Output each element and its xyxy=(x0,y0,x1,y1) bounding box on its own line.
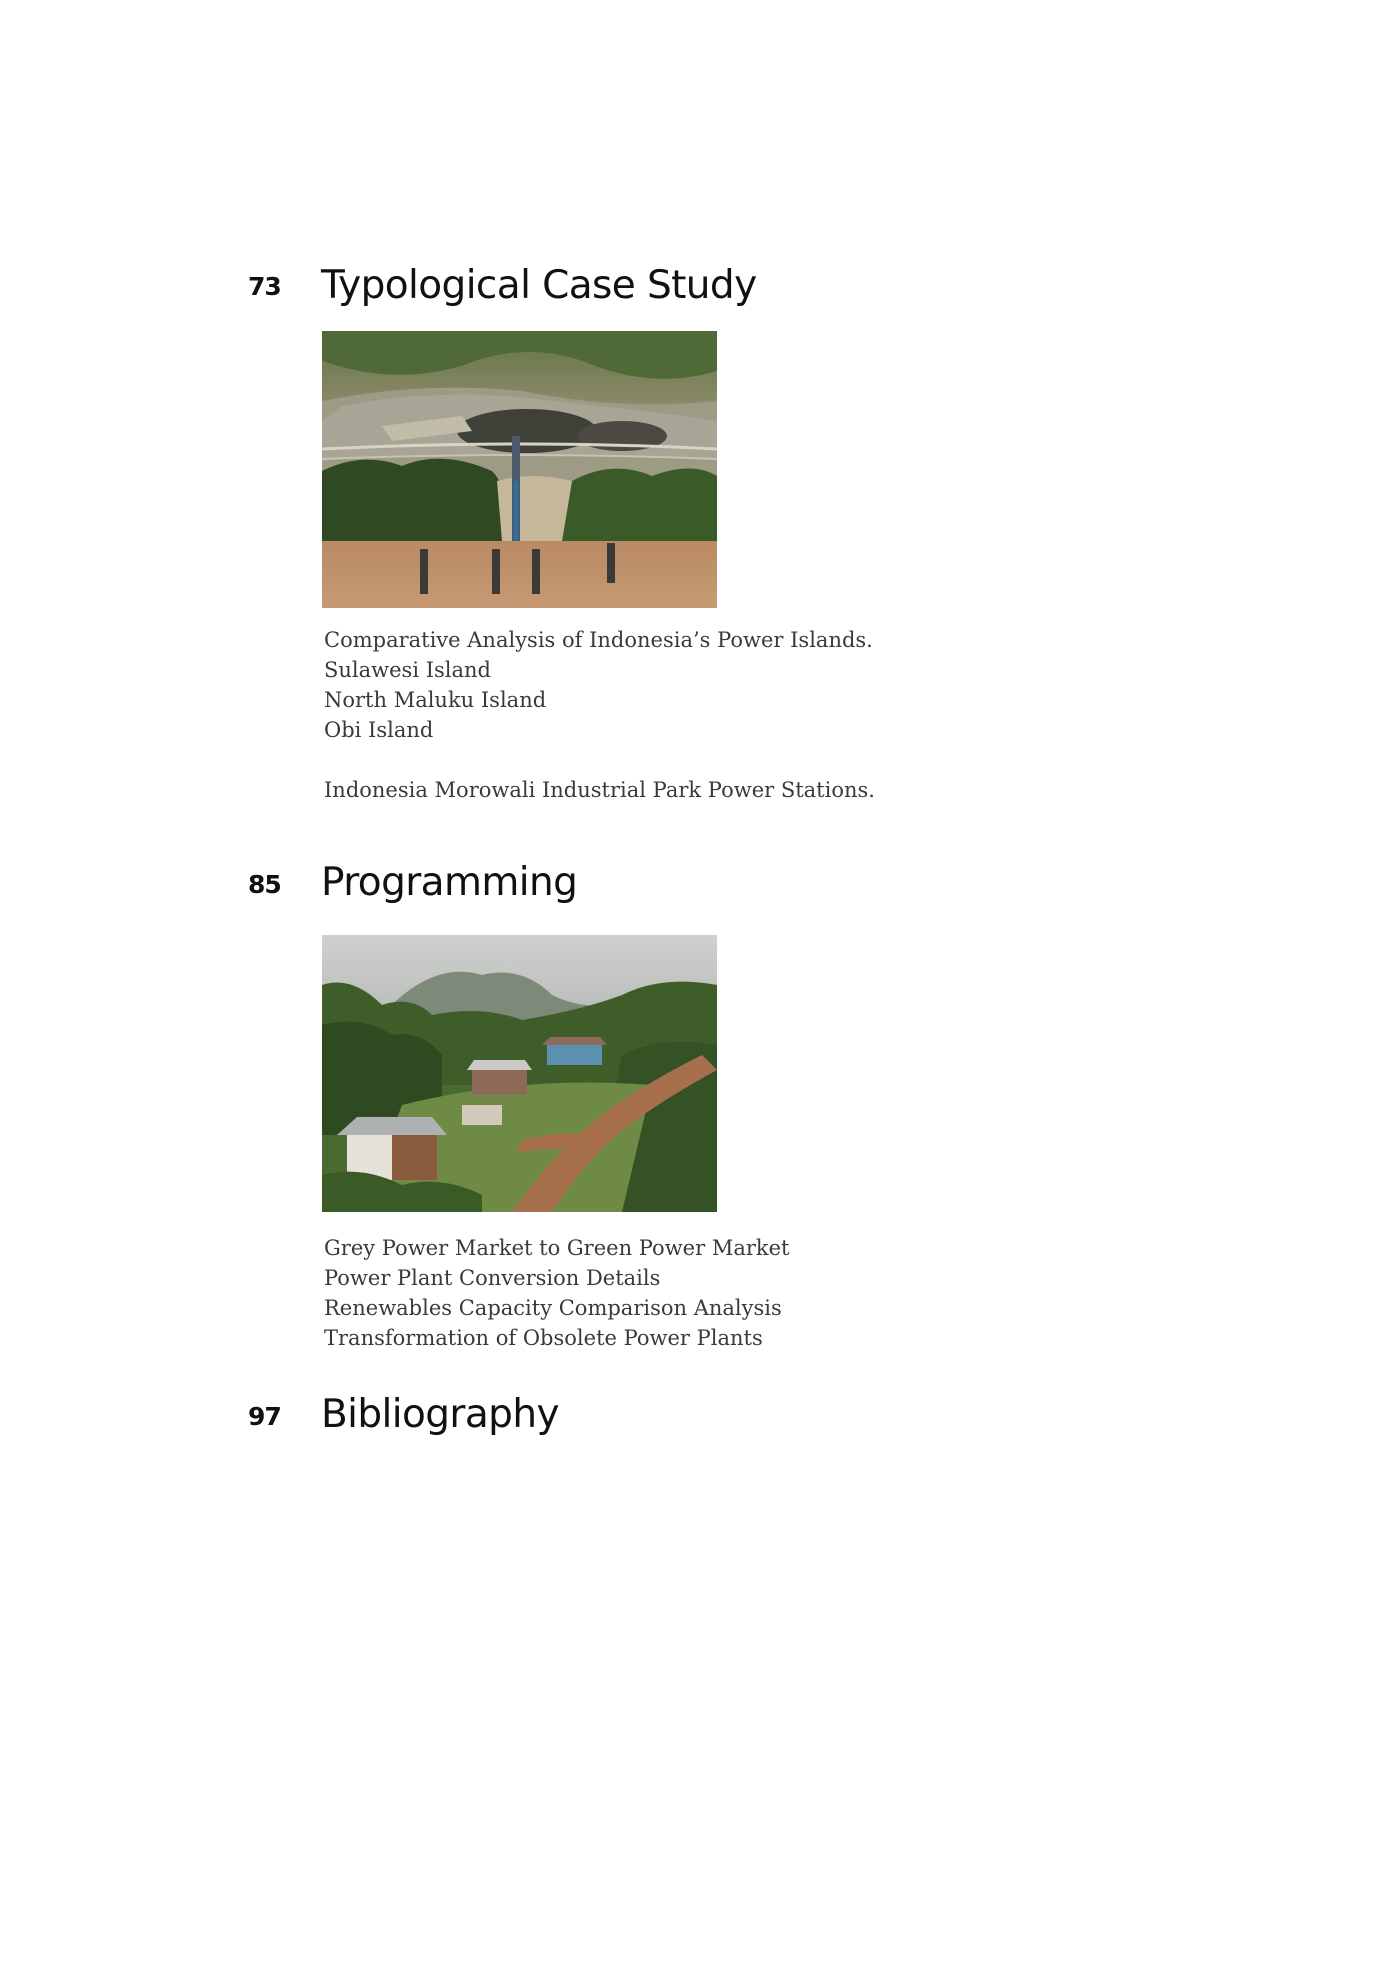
section-title: Bibliography xyxy=(321,1392,559,1437)
section-subtopics xyxy=(324,1233,789,1353)
list-item: Indonesia Morowali Industrial Park Power Stations. xyxy=(324,778,875,802)
rainforest-village-photo xyxy=(322,935,717,1212)
list-item: Renewables Capacity Comparison Analysis xyxy=(324,1296,782,1320)
section-title: Typological Case Study xyxy=(321,263,757,308)
page-number: 85 xyxy=(248,870,281,899)
aerial-mining-site-photo xyxy=(322,331,717,608)
list-item: Power Plant Conversion Details xyxy=(324,1266,661,1290)
list-item: Comparative Analysis of Indonesia’s Power Islands. xyxy=(324,628,873,652)
section-subtopics xyxy=(324,625,875,805)
list-item: Sulawesi Island xyxy=(324,658,491,682)
page-number: 97 xyxy=(248,1402,281,1431)
list-item: North Maluku Island xyxy=(324,688,547,712)
list-item: Grey Power Market to Green Power Market xyxy=(324,1236,790,1260)
page-number: 73 xyxy=(248,272,281,301)
list-item: Transformation of Obsolete Power Plants xyxy=(324,1326,763,1350)
section-title: Programming xyxy=(321,860,578,905)
list-item: Obi Island xyxy=(324,718,434,742)
